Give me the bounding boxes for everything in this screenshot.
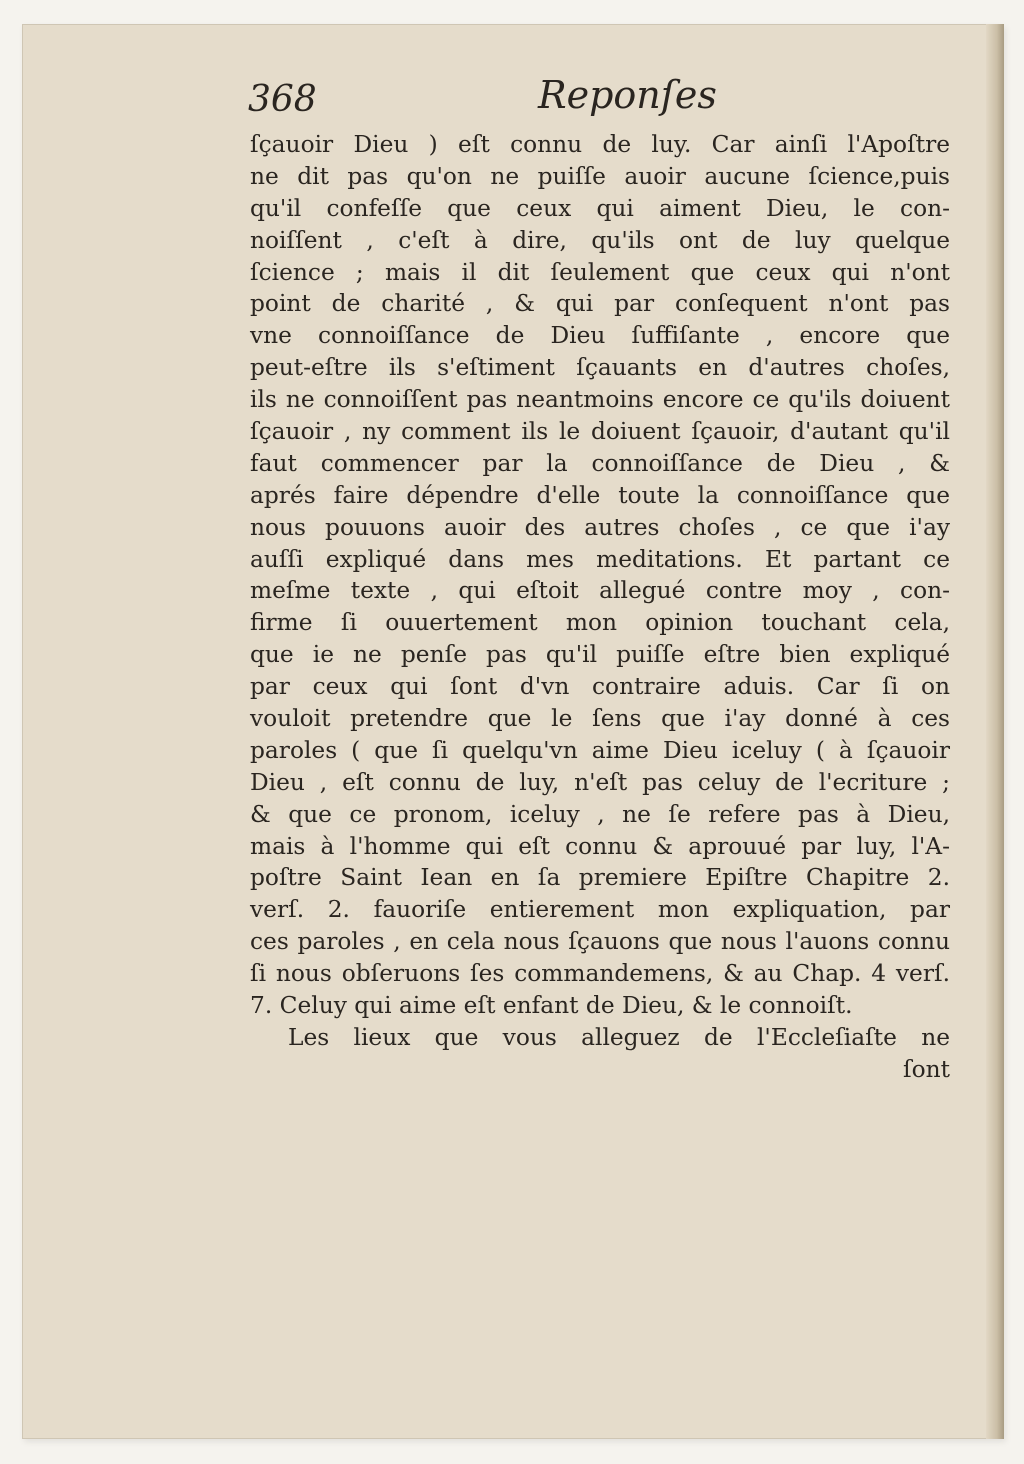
text-line: Dieu , eſt connu de luy, n'eſt pas celuy de l'ecriture ; [250,768,950,796]
text-line: par ceux qui ſont d'vn contraire aduis. Car ſi on [250,673,950,701]
text-line: auſſi expliqué dans mes meditations. Et partant ce [250,545,950,573]
text-line: ſi nous obſeruons ſes commandemens, & au Chap. 4 verſ. [250,960,950,988]
text-line: nous pouuons auoir des autres choſes , ce que i'ay [250,513,950,541]
page-header [248,73,938,129]
text-line: Les lieux que vous alleguez de l'Eccleſiaſte ne [288,1023,950,1051]
text-line: paroles ( que ſi quelqu'vn aime Dieu iceluy ( à ſçauoir [250,736,950,764]
page-edge-shadow [986,24,1004,1439]
text-line: mais à l'homme qui eſt connu & aprouué par luy, l'A- [250,832,950,860]
text-line: ſçauoir , ny comment ils le doiuent ſçauoir, d'autant qu'il [250,418,950,446]
catchword: ſont [902,1055,950,1083]
body-text [250,129,950,1086]
text-line: que ie ne penſe pas qu'il puiſſe eſtre bien expliqué [250,641,950,669]
page-number: 368 [248,79,317,120]
text-line: ſçauoir Dieu ) eſt connu de luy. Car ainſi l'Apoſtre [250,131,950,158]
text-line: noiſſent , c'eſt à dire, qu'ils ont de luy quelque [250,226,950,254]
running-title: Reponſes [538,73,717,117]
text-line: ne dit pas qu'on ne puiſſe auoir aucune ſcience,puis [250,162,950,190]
text-line: faut commencer par la connoiſſance de Dieu , & [250,449,950,477]
text-line: aprés faire dépendre d'elle toute la connoiſſance que [250,481,950,509]
text-line: poſtre Saint Iean en ſa premiere Epiſtre Chapitre 2. [250,864,950,892]
text-line: firme ſi ouuertement mon opinion touchant cela, [250,609,950,637]
text-line: 7. Celuy qui aime eſt enfant de Dieu, & le connoiſt. [250,992,853,1020]
text-line: qu'il confeſſe que ceux qui aiment Dieu, le con- [250,194,950,222]
text-line: meſme texte , qui eſtoit allegué contre moy , con- [250,577,950,605]
text-line: vouloit pretendre que le ſens que i'ay donné à ces [250,705,950,733]
text-line: ces paroles , en cela nous ſçauons que nous l'auons connu [250,928,950,956]
text-line: ſcience ; mais il dit ſeulement que ceux qui n'ont [250,258,950,286]
text-line: vne connoiſſance de Dieu ſuffiſante , encore que [250,322,950,350]
text-line: ils ne connoiſſent pas neantmoins encore ce qu'ils doiuent [250,386,950,414]
text-line: & que ce pronom, iceluy , ne ſe refere pas à Dieu, [250,800,950,828]
text-line: peut-eſtre ils s'eſtiment ſçauants en d'autres choſes, [250,354,950,382]
text-line: point de charité , & qui par conſequent n'ont pas [250,290,950,318]
text-line: verſ. 2. fauoriſe entierement mon expliquation, par [250,896,950,924]
